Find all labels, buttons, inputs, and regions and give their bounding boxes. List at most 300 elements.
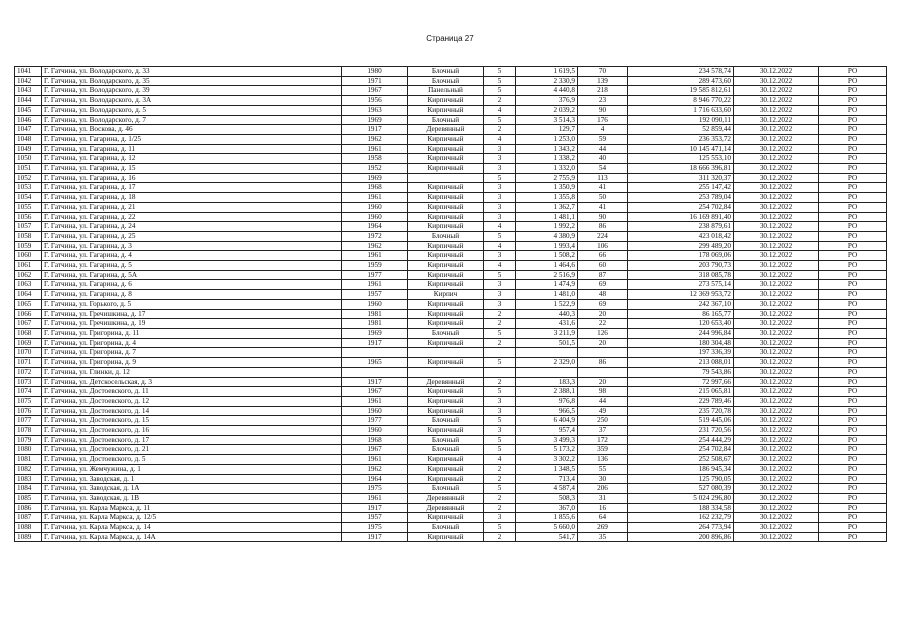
table-row — [15, 328, 887, 338]
build-year-cell: 1917 — [342, 503, 408, 513]
row-number-cell: 1053 — [15, 183, 42, 193]
date-cell: 30.12.2022 — [734, 319, 819, 329]
row-number-cell: 1067 — [15, 319, 42, 329]
date-cell: 30.12.2022 — [734, 154, 819, 164]
residents-cell: 90 — [578, 105, 628, 115]
row-number-cell: 1060 — [15, 251, 42, 261]
address-cell: Г. Гатчина, ул. Карла Маркса, д. 14 — [42, 523, 342, 533]
fund-type-cell: РО — [819, 309, 887, 319]
residents-cell: 60 — [578, 261, 628, 271]
date-cell: 30.12.2022 — [734, 193, 819, 203]
address-cell: Г. Гатчина, ул. Гагарина, д. 11 — [42, 144, 342, 154]
fund-type-cell: РО — [819, 251, 887, 261]
cost-cell: 252 508,67 — [628, 455, 734, 465]
row-number-cell: 1087 — [15, 513, 42, 523]
date-cell: 30.12.2022 — [734, 115, 819, 125]
fund-type-cell: РО — [819, 406, 887, 416]
table-row — [15, 474, 887, 484]
table-body — [15, 67, 887, 542]
row-number-cell: 1079 — [15, 435, 42, 445]
row-number-cell: 1052 — [15, 173, 42, 183]
fund-type-cell: РО — [819, 164, 887, 174]
floors-cell: 4 — [484, 134, 516, 144]
residents-cell: 44 — [578, 144, 628, 154]
fund-type-cell: РО — [819, 144, 887, 154]
row-number-cell: 1048 — [15, 134, 42, 144]
address-cell: Г. Гатчина, ул. Карла Маркса, д. 12/5 — [42, 513, 342, 523]
cost-cell: 231 720,56 — [628, 426, 734, 436]
date-cell: 30.12.2022 — [734, 280, 819, 290]
area-cell: 1 362,7 — [516, 202, 578, 212]
area-cell: 1 522,9 — [516, 299, 578, 309]
wall-material-cell — [408, 348, 484, 358]
build-year-cell: 1967 — [342, 445, 408, 455]
build-year-cell: 1961 — [342, 193, 408, 203]
table-row — [15, 202, 887, 212]
cost-cell: 519 445,06 — [628, 416, 734, 426]
residents-cell: 41 — [578, 202, 628, 212]
build-year-cell: 1969 — [342, 115, 408, 125]
wall-material-cell: Кирпичный — [408, 358, 484, 368]
floors-cell: 2 — [484, 377, 516, 387]
cost-cell: 188 334,58 — [628, 503, 734, 513]
build-year-cell: 1977 — [342, 416, 408, 426]
address-cell: Г. Гатчина, ул. Гагарина, д. 12 — [42, 154, 342, 164]
floors-cell: 5 — [484, 270, 516, 280]
area-cell: 129,7 — [516, 125, 578, 135]
wall-material-cell: Кирпичный — [408, 338, 484, 348]
address-cell: Г. Гатчина, ул. Карла Маркса, д. 14А — [42, 532, 342, 542]
date-cell: 30.12.2022 — [734, 134, 819, 144]
floors-cell: 5 — [484, 435, 516, 445]
date-cell: 30.12.2022 — [734, 231, 819, 241]
area-cell: 4 587,4 — [516, 484, 578, 494]
table-row — [15, 396, 887, 406]
floors-cell: 2 — [484, 532, 516, 542]
date-cell: 30.12.2022 — [734, 105, 819, 115]
address-cell: Г. Гатчина, ул. Достоевского, д. 12 — [42, 396, 342, 406]
build-year-cell: 1981 — [342, 309, 408, 319]
wall-material-cell: Кирпичный — [408, 406, 484, 416]
table-row — [15, 96, 887, 106]
area-cell: 2 039,2 — [516, 105, 578, 115]
build-year-cell: 1968 — [342, 183, 408, 193]
fund-type-cell: РО — [819, 241, 887, 251]
build-year-cell: 1968 — [342, 435, 408, 445]
residents-cell: 69 — [578, 299, 628, 309]
fund-type-cell: РО — [819, 202, 887, 212]
area-cell: 1 350,9 — [516, 183, 578, 193]
build-year-cell: 1969 — [342, 328, 408, 338]
table-row — [15, 455, 887, 465]
area-cell: 3 499,3 — [516, 435, 578, 445]
row-number-cell: 1050 — [15, 154, 42, 164]
area-cell: 440,3 — [516, 309, 578, 319]
address-cell: Г. Гатчина, ул. Володарского, д. 35 — [42, 76, 342, 86]
row-number-cell: 1061 — [15, 261, 42, 271]
cost-cell: 273 575,14 — [628, 280, 734, 290]
area-cell: 1 338,2 — [516, 154, 578, 164]
wall-material-cell: Кирпичный — [408, 96, 484, 106]
wall-material-cell: Блочный — [408, 416, 484, 426]
fund-type-cell: РО — [819, 513, 887, 523]
row-number-cell: 1044 — [15, 96, 42, 106]
table-row — [15, 338, 887, 348]
fund-type-cell: РО — [819, 231, 887, 241]
residents-cell: 49 — [578, 406, 628, 416]
floors-cell: 3 — [484, 513, 516, 523]
wall-material-cell: Кирпичный — [408, 134, 484, 144]
fund-type-cell: РО — [819, 96, 887, 106]
date-cell: 30.12.2022 — [734, 270, 819, 280]
wall-material-cell: Кирпичный — [408, 309, 484, 319]
fund-type-cell: РО — [819, 523, 887, 533]
cost-cell: 180 304,48 — [628, 338, 734, 348]
table-row — [15, 299, 887, 309]
table-row — [15, 426, 887, 436]
residents-cell: 50 — [578, 193, 628, 203]
residents-cell: 87 — [578, 270, 628, 280]
wall-material-cell: Деревянный — [408, 377, 484, 387]
area-cell — [516, 348, 578, 358]
floors-cell: 3 — [484, 280, 516, 290]
wall-material-cell: Кирпичный — [408, 193, 484, 203]
row-number-cell: 1064 — [15, 290, 42, 300]
cost-cell: 254 444,29 — [628, 435, 734, 445]
floors-cell: 2 — [484, 464, 516, 474]
cost-cell: 186 945,34 — [628, 464, 734, 474]
area-cell: 1 855,6 — [516, 513, 578, 523]
address-cell: Г. Гатчина, ул. Гагарина, д. 4 — [42, 251, 342, 261]
table-row — [15, 270, 887, 280]
date-cell: 30.12.2022 — [734, 426, 819, 436]
address-cell: Г. Гатчина, ул. Гречишкина, д. 19 — [42, 319, 342, 329]
address-cell: Г. Гатчина, ул. Заводская, д. 1В — [42, 493, 342, 503]
build-year-cell: 1971 — [342, 76, 408, 86]
date-cell: 30.12.2022 — [734, 173, 819, 183]
wall-material-cell: Кирпичный — [408, 474, 484, 484]
table-row — [15, 493, 887, 503]
fund-type-cell: РО — [819, 435, 887, 445]
wall-material-cell: Кирпичный — [408, 154, 484, 164]
address-cell: Г. Гатчина, ул. Володарского, д. 3А — [42, 96, 342, 106]
address-cell: Г. Гатчина, ул. Гагарина, д. 24 — [42, 222, 342, 232]
row-number-cell: 1059 — [15, 241, 42, 251]
area-cell: 376,9 — [516, 96, 578, 106]
fund-type-cell: РО — [819, 464, 887, 474]
row-number-cell: 1073 — [15, 377, 42, 387]
address-cell: Г. Гатчина, ул. Гагарина, д. 15 — [42, 164, 342, 174]
build-year-cell: 1961 — [342, 251, 408, 261]
wall-material-cell: Деревянный — [408, 503, 484, 513]
address-cell: Г. Гатчина, ул. Достоевского, д. 15 — [42, 416, 342, 426]
row-number-cell: 1089 — [15, 532, 42, 542]
row-number-cell: 1049 — [15, 144, 42, 154]
cost-cell: 255 147,42 — [628, 183, 734, 193]
row-number-cell: 1077 — [15, 416, 42, 426]
build-year-cell: 1917 — [342, 125, 408, 135]
date-cell: 30.12.2022 — [734, 86, 819, 96]
residents-cell: 16 — [578, 503, 628, 513]
address-cell: Г. Гатчина, ул. Карла Маркса, д. 11 — [42, 503, 342, 513]
table-row — [15, 532, 887, 542]
cost-cell: 120 653,40 — [628, 319, 734, 329]
table-row — [15, 144, 887, 154]
residents-cell: 126 — [578, 328, 628, 338]
date-cell: 30.12.2022 — [734, 144, 819, 154]
wall-material-cell: Панельный — [408, 86, 484, 96]
floors-cell: 3 — [484, 426, 516, 436]
area-cell: 966,5 — [516, 406, 578, 416]
fund-type-cell: РО — [819, 115, 887, 125]
table-row — [15, 319, 887, 329]
address-cell: Г. Гатчина, ул. Достоевского, д. 5 — [42, 455, 342, 465]
row-number-cell: 1062 — [15, 270, 42, 280]
residents-cell: 40 — [578, 154, 628, 164]
date-cell: 30.12.2022 — [734, 261, 819, 271]
build-year-cell: 1960 — [342, 426, 408, 436]
area-cell: 3 302,2 — [516, 455, 578, 465]
floors-cell: 2 — [484, 493, 516, 503]
wall-material-cell: Блочный — [408, 523, 484, 533]
row-number-cell: 1047 — [15, 125, 42, 135]
date-cell: 30.12.2022 — [734, 474, 819, 484]
table-row — [15, 290, 887, 300]
fund-type-cell: РО — [819, 503, 887, 513]
fund-type-cell: РО — [819, 222, 887, 232]
floors-cell: 2 — [484, 474, 516, 484]
date-cell: 30.12.2022 — [734, 338, 819, 348]
area-cell: 501,5 — [516, 338, 578, 348]
date-cell: 30.12.2022 — [734, 164, 819, 174]
build-year-cell: 1960 — [342, 406, 408, 416]
cost-cell: 236 353,72 — [628, 134, 734, 144]
table-row — [15, 115, 887, 125]
cost-cell: 86 165,77 — [628, 309, 734, 319]
area-cell: 1 253,0 — [516, 134, 578, 144]
residents-cell: 48 — [578, 290, 628, 300]
build-year-cell: 1962 — [342, 134, 408, 144]
area-cell: 508,3 — [516, 493, 578, 503]
residents-cell: 22 — [578, 319, 628, 329]
wall-material-cell: Блочный — [408, 435, 484, 445]
table-row — [15, 367, 887, 377]
build-year-cell: 1961 — [342, 455, 408, 465]
address-cell: Г. Гатчина, ул. Гагарина, д. 21 — [42, 202, 342, 212]
row-number-cell: 1069 — [15, 338, 42, 348]
row-number-cell: 1063 — [15, 280, 42, 290]
address-cell: Г. Гатчина, ул. Гагарина, д. 22 — [42, 212, 342, 222]
cost-cell: 235 720,78 — [628, 406, 734, 416]
area-cell: 4 440,8 — [516, 86, 578, 96]
wall-material-cell: Блочный — [408, 445, 484, 455]
table-row — [15, 503, 887, 513]
fund-type-cell: РО — [819, 328, 887, 338]
wall-material-cell: Кирпичный — [408, 183, 484, 193]
date-cell: 30.12.2022 — [734, 464, 819, 474]
build-year-cell: 1963 — [342, 105, 408, 115]
wall-material-cell: Кирпичный — [408, 532, 484, 542]
residents-cell: 35 — [578, 532, 628, 542]
floors-cell: 3 — [484, 396, 516, 406]
build-year-cell: 1964 — [342, 474, 408, 484]
wall-material-cell: Кирпичный — [408, 455, 484, 465]
residents-cell: 59 — [578, 134, 628, 144]
date-cell: 30.12.2022 — [734, 484, 819, 494]
address-cell: Г. Гатчина, ул. Заводская, д. 1А — [42, 484, 342, 494]
row-number-cell: 1065 — [15, 299, 42, 309]
table-row — [15, 435, 887, 445]
date-cell: 30.12.2022 — [734, 532, 819, 542]
area-cell: 5 660,0 — [516, 523, 578, 533]
floors-cell: 5 — [484, 484, 516, 494]
row-number-cell: 1080 — [15, 445, 42, 455]
address-cell: Г. Гатчина, ул. Достоевского, д. 11 — [42, 387, 342, 397]
row-number-cell: 1046 — [15, 115, 42, 125]
floors-cell: 5 — [484, 86, 516, 96]
table-row — [15, 358, 887, 368]
date-cell: 30.12.2022 — [734, 513, 819, 523]
cost-cell: 162 232,79 — [628, 513, 734, 523]
residents-cell: 30 — [578, 474, 628, 484]
date-cell: 30.12.2022 — [734, 212, 819, 222]
floors-cell: 4 — [484, 261, 516, 271]
wall-material-cell: Кирпичный — [408, 212, 484, 222]
fund-type-cell: РО — [819, 154, 887, 164]
table-row — [15, 406, 887, 416]
residents-cell: 20 — [578, 309, 628, 319]
fund-type-cell: РО — [819, 387, 887, 397]
wall-material-cell: Кирпичный — [408, 261, 484, 271]
address-cell: Г. Гатчина, ул. Гагарина, д. 8 — [42, 290, 342, 300]
date-cell: 30.12.2022 — [734, 76, 819, 86]
row-number-cell: 1051 — [15, 164, 42, 174]
build-year-cell: 1960 — [342, 212, 408, 222]
cost-cell: 264 773,94 — [628, 523, 734, 533]
address-cell: Г. Гатчина, ул. Достоевского, д. 14 — [42, 406, 342, 416]
table-row — [15, 387, 887, 397]
table-row — [15, 464, 887, 474]
build-year-cell: 1965 — [342, 358, 408, 368]
cost-cell: 79 543,86 — [628, 367, 734, 377]
table-row — [15, 377, 887, 387]
floors-cell: 2 — [484, 96, 516, 106]
address-cell: Г. Гатчина, ул. Григорина, д. 4 — [42, 338, 342, 348]
floors-cell: 3 — [484, 251, 516, 261]
cost-cell: 18 666 396,81 — [628, 164, 734, 174]
residents-cell: 139 — [578, 76, 628, 86]
floors-cell: 3 — [484, 183, 516, 193]
build-year-cell: 1961 — [342, 493, 408, 503]
date-cell: 30.12.2022 — [734, 222, 819, 232]
cost-cell: 125 790,05 — [628, 474, 734, 484]
area-cell: 713,4 — [516, 474, 578, 484]
row-number-cell: 1088 — [15, 523, 42, 533]
address-cell: Г. Гатчина, ул. Гагарина, д. 6 — [42, 280, 342, 290]
wall-material-cell: Кирпичный — [408, 144, 484, 154]
floors-cell: 5 — [484, 115, 516, 125]
cost-cell: 244 996,84 — [628, 328, 734, 338]
cost-cell: 213 088,01 — [628, 358, 734, 368]
build-year-cell: 1975 — [342, 523, 408, 533]
wall-material-cell: Блочный — [408, 67, 484, 77]
address-cell: Г. Гатчина, ул. Гагарина, д. 3 — [42, 241, 342, 251]
table-row — [15, 280, 887, 290]
residents-cell: 98 — [578, 387, 628, 397]
fund-type-cell: РО — [819, 261, 887, 271]
fund-type-cell: РО — [819, 484, 887, 494]
wall-material-cell: Кирпичный — [408, 319, 484, 329]
build-year-cell: 1961 — [342, 396, 408, 406]
residents-cell: 113 — [578, 173, 628, 183]
residents-cell: 4 — [578, 125, 628, 135]
address-cell: Г. Гатчина, ул. Достоевского, д. 17 — [42, 435, 342, 445]
row-number-cell: 1082 — [15, 464, 42, 474]
wall-material-cell: Деревянный — [408, 493, 484, 503]
residents-cell: 136 — [578, 455, 628, 465]
build-year-cell: 1980 — [342, 67, 408, 77]
address-cell: Г. Гатчина, ул. Детскосельская, д. 3 — [42, 377, 342, 387]
wall-material-cell: Блочный — [408, 76, 484, 86]
cost-cell: 178 069,06 — [628, 251, 734, 261]
residents-cell: 269 — [578, 523, 628, 533]
date-cell: 30.12.2022 — [734, 309, 819, 319]
build-year-cell: 1958 — [342, 154, 408, 164]
residents-cell: 224 — [578, 231, 628, 241]
row-number-cell: 1055 — [15, 202, 42, 212]
address-cell: Г. Гатчина, ул. Гагарина, д. 25 — [42, 231, 342, 241]
date-cell: 30.12.2022 — [734, 377, 819, 387]
wall-material-cell: Кирпичный — [408, 222, 484, 232]
address-cell: Г. Гатчина, ул. Григорина, д. 11 — [42, 328, 342, 338]
table-row — [15, 445, 887, 455]
fund-type-cell: РО — [819, 125, 887, 135]
table-row — [15, 212, 887, 222]
row-number-cell: 1081 — [15, 455, 42, 465]
area-cell: 1 332,0 — [516, 164, 578, 174]
cost-cell: 423 018,42 — [628, 231, 734, 241]
wall-material-cell: Кирпичный — [408, 299, 484, 309]
floors-cell: 5 — [484, 416, 516, 426]
floors-cell: 5 — [484, 67, 516, 77]
build-year-cell — [342, 348, 408, 358]
table-row — [15, 484, 887, 494]
wall-material-cell: Кирпич — [408, 290, 484, 300]
row-number-cell: 1043 — [15, 86, 42, 96]
cost-cell: 200 896,86 — [628, 532, 734, 542]
cost-cell: 234 578,74 — [628, 67, 734, 77]
date-cell: 30.12.2022 — [734, 523, 819, 533]
floors-cell: 4 — [484, 222, 516, 232]
cost-cell: 203 790,73 — [628, 261, 734, 271]
table-row — [15, 193, 887, 203]
address-cell: Г. Гатчина, ул. Григорина, д. 7 — [42, 348, 342, 358]
fund-type-cell: РО — [819, 193, 887, 203]
cost-cell: 10 145 471,14 — [628, 144, 734, 154]
build-year-cell: 1972 — [342, 231, 408, 241]
area-cell: 2 329,0 — [516, 358, 578, 368]
cost-cell: 254 702,84 — [628, 202, 734, 212]
residents-cell: 359 — [578, 445, 628, 455]
date-cell: 30.12.2022 — [734, 125, 819, 135]
area-cell: 976,8 — [516, 396, 578, 406]
build-year-cell: 1960 — [342, 202, 408, 212]
row-number-cell: 1041 — [15, 67, 42, 77]
wall-material-cell: Кирпичный — [408, 202, 484, 212]
address-cell: Г. Гатчина, ул. Володарского, д. 39 — [42, 86, 342, 96]
residents-cell: 20 — [578, 377, 628, 387]
cost-cell: 238 879,61 — [628, 222, 734, 232]
